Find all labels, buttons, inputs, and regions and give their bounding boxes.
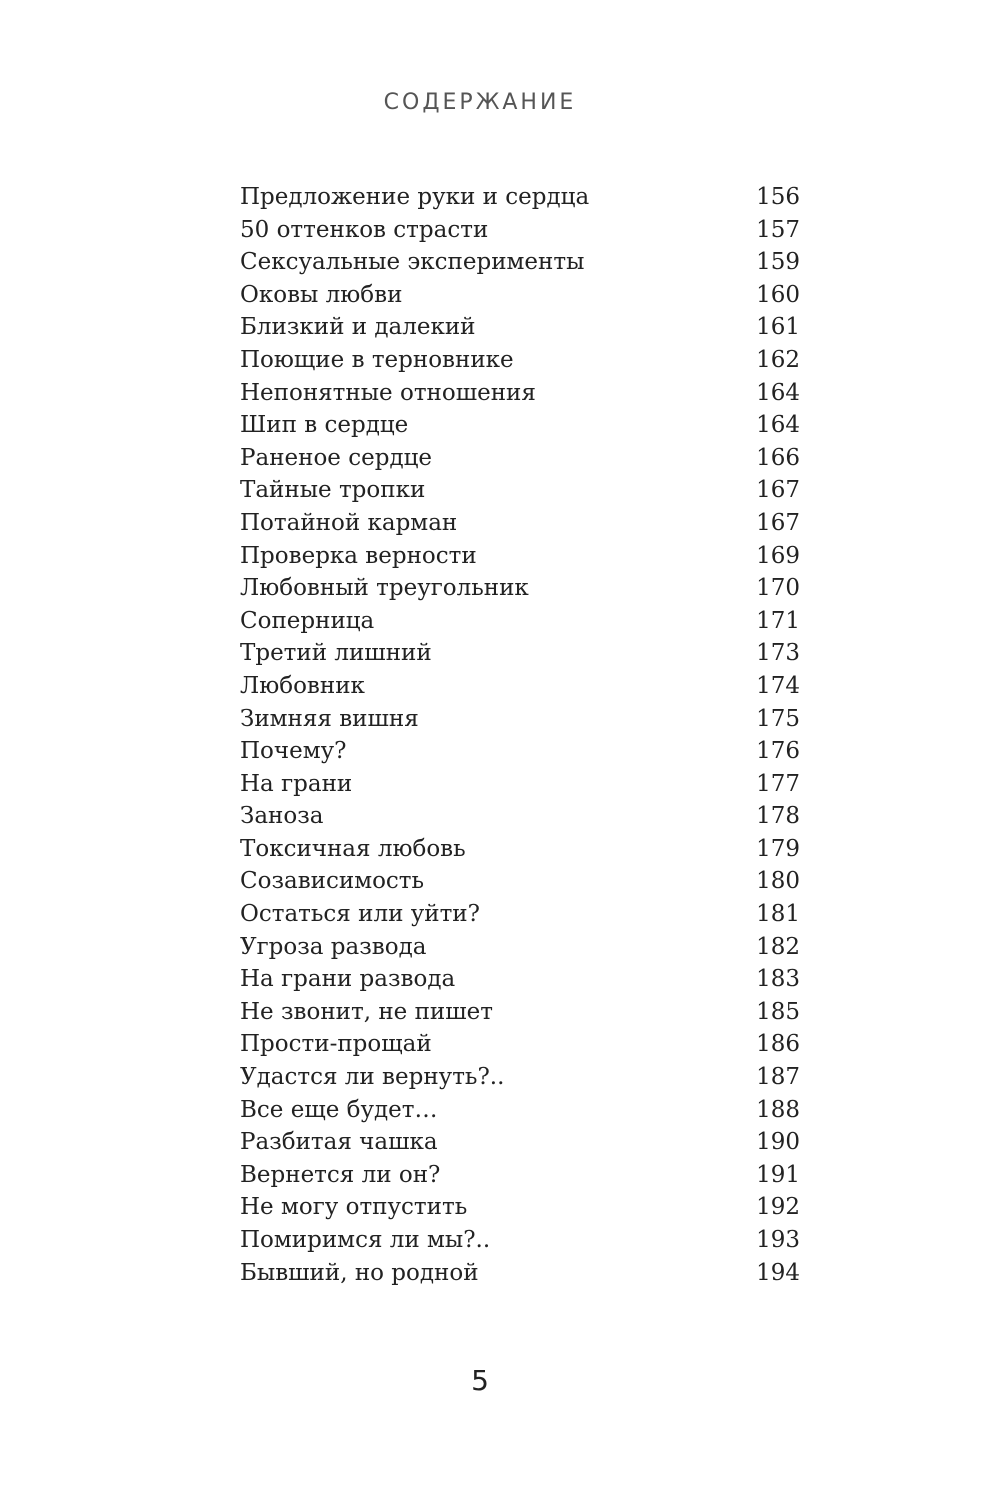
toc-entry (240, 1194, 800, 1227)
toc-entry (240, 966, 800, 999)
toc-entry-page: 190 (756, 1129, 800, 1156)
toc-entry-page: 159 (756, 249, 800, 276)
toc-entry-title: Любовник (240, 672, 365, 699)
toc-entry (240, 477, 800, 510)
toc-entry (240, 543, 800, 576)
toc-entry (240, 1097, 800, 1130)
toc-entry-page: 157 (756, 216, 800, 243)
toc-entry-page: 179 (756, 835, 800, 862)
toc-entry-title: Токсичная любовь (240, 835, 466, 862)
toc-entry (240, 934, 800, 967)
toc-entry-title: Прости-прощай (240, 1031, 432, 1058)
toc-entry-page: 166 (756, 444, 800, 471)
toc-entry (240, 673, 800, 706)
toc-entry-title: Бывший, но родной (240, 1259, 479, 1286)
toc-entry (240, 901, 800, 934)
toc-entry (240, 836, 800, 869)
toc-entry (240, 412, 800, 445)
toc-entry-page: 177 (756, 770, 800, 797)
toc-entry-title: Созависимость (240, 868, 425, 895)
toc-entry (240, 1227, 800, 1260)
toc-entry (240, 282, 800, 315)
toc-entry-title: На грани (240, 770, 353, 797)
toc-entry-title: Угроза развода (240, 933, 427, 960)
toc-entry-title: Соперница (240, 607, 375, 634)
toc-entry (240, 510, 800, 543)
toc-entry-title: Третий лишний (240, 640, 432, 667)
toc-entry-title: Проверка верности (240, 542, 477, 569)
toc-entry-title: Заноза (240, 803, 324, 830)
toc-entry-page: 167 (756, 477, 800, 504)
toc-entry-page: 169 (756, 542, 800, 569)
toc-entry (240, 184, 800, 217)
toc-entry-page: 173 (756, 640, 800, 667)
toc-entry (240, 771, 800, 804)
toc-entry (240, 1129, 800, 1162)
toc-entry-page: 185 (756, 998, 800, 1025)
page-number: 5 (471, 1364, 489, 1397)
toc-entry-page: 164 (756, 379, 800, 406)
toc-entry-page: 162 (756, 346, 800, 373)
toc-entry (240, 1031, 800, 1064)
toc-entry-title: Шип в сердце (240, 412, 409, 439)
toc-entry-page: 191 (756, 1161, 800, 1188)
toc-entry-title: Раненое сердце (240, 444, 433, 471)
toc-entry (240, 445, 800, 478)
toc-entry-title: Разбитая чашка (240, 1129, 438, 1156)
toc-entry (240, 380, 800, 413)
toc-entry (240, 217, 800, 250)
toc-entry-title: 50 оттенков страсти (240, 216, 489, 243)
toc-entry-page: 180 (756, 868, 800, 895)
page-title: СОДЕРЖАНИЕ (383, 90, 577, 115)
toc-entry-page: 164 (756, 412, 800, 439)
toc-entry-page: 183 (756, 966, 800, 993)
toc-entry-title: Не звонит, не пишет (240, 998, 493, 1025)
toc-entry (240, 249, 800, 282)
toc-entry-title: Предложение руки и сердца (240, 184, 590, 210)
toc-entry-title: Удастся ли вернуть?.. (240, 1064, 505, 1091)
toc-entry-page: 175 (756, 705, 800, 732)
toc-entry-page: 193 (756, 1227, 800, 1253)
toc-entry-page: 170 (756, 575, 800, 602)
toc-entry-page: 174 (756, 672, 800, 699)
toc-entry-page: 187 (756, 1064, 800, 1091)
toc-entry-title: Непонятные отношения (240, 379, 536, 406)
toc-entry-page: 194 (756, 1259, 800, 1286)
toc-entry-page: 161 (756, 314, 800, 341)
toc-entry (240, 575, 800, 608)
toc-entry-title: Любовный треугольник (240, 575, 529, 602)
toc-entry (240, 1260, 800, 1293)
toc-entry (240, 1064, 800, 1097)
toc-entry-page: 167 (756, 509, 800, 536)
toc-entry-page: 176 (756, 738, 800, 765)
toc-entry-page: 156 (756, 184, 800, 210)
toc-entry-title: Все еще будет… (240, 1096, 438, 1123)
table-of-contents (240, 184, 800, 1292)
toc-entry-page: 171 (756, 607, 800, 634)
toc-entry-page: 160 (756, 281, 800, 308)
toc-entry (240, 706, 800, 739)
toc-entry-title: Поющие в терновнике (240, 346, 514, 373)
toc-entry-title: Почему? (240, 738, 347, 765)
toc-entry (240, 1162, 800, 1195)
toc-entry-page: 181 (756, 901, 800, 928)
toc-entry-title: Помиримся ли мы?.. (240, 1227, 491, 1253)
toc-entry (240, 640, 800, 673)
toc-entry-title: Сексуальные эксперименты (240, 249, 585, 276)
toc-entry-title: Потайной карман (240, 509, 458, 536)
toc-entry-title: Оковы любви (240, 281, 403, 308)
toc-entry-title: Вернется ли он? (240, 1161, 441, 1188)
toc-entry-page: 182 (756, 933, 800, 960)
toc-entry (240, 314, 800, 347)
toc-entry-title: Остаться или уйти? (240, 901, 480, 928)
toc-entry (240, 608, 800, 641)
toc-entry-page: 178 (756, 803, 800, 830)
toc-entry (240, 868, 800, 901)
toc-entry-title: Тайные тропки (240, 477, 426, 504)
toc-entry-page: 186 (756, 1031, 800, 1058)
toc-entry-page: 192 (756, 1194, 800, 1221)
toc-entry-title: Не могу отпустить (240, 1194, 468, 1221)
toc-entry (240, 347, 800, 380)
toc-entry-page: 188 (756, 1096, 800, 1123)
toc-entry (240, 999, 800, 1032)
toc-entry (240, 803, 800, 836)
toc-entry-title: Зимняя вишня (240, 705, 419, 732)
toc-entry-title: Близкий и далекий (240, 314, 476, 341)
toc-entry (240, 738, 800, 771)
toc-entry-title: На грани развода (240, 966, 456, 993)
